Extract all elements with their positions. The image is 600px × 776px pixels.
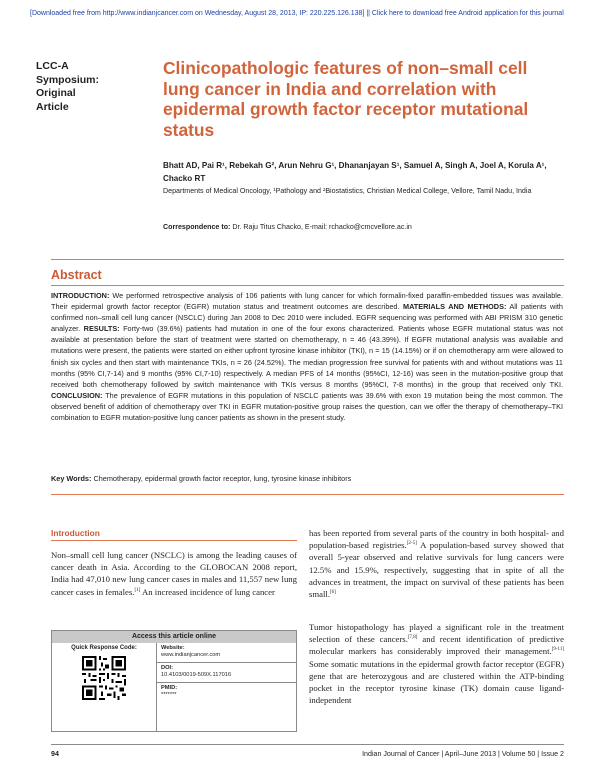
section-rule <box>51 494 564 495</box>
citation[interactable]: [7,8] <box>407 635 418 641</box>
doi-link[interactable]: 10.4103/0019-509X.117016 <box>161 672 232 678</box>
article-type-line: Symposium: <box>36 73 100 86</box>
abstract-conclusion-text: The prevalence of EGFR mutations in this population of NSCLC patients was 39.6% with exon 19 mutation being the most common. The observed benefit of addition of chemotherapy over TKI in EGFR mutation-positive group raises the question, can we offer the therapy of chemotherapy–TKI combination to EGFR mutation-positive lung cancer patients as shown in the present study. <box>51 390 563 423</box>
pmid-row <box>157 683 296 703</box>
doi-label: DOI: <box>161 665 174 671</box>
abstract-methods-text: All patients with confirmed non–small cell lung cancer (NSCLC) during Jan 2008 to Dec 2010 were included. EGFR sequencing was performed with ABI PRISM 310 genetic analyzer. <box>51 302 563 334</box>
intro-text: and recent identification of predictive molecular markers has considerably improved their management. <box>309 634 564 657</box>
abstract-heading: Abstract <box>51 268 102 282</box>
qr-cell <box>52 643 157 731</box>
citation[interactable]: [6] <box>330 590 336 596</box>
access-info <box>157 643 296 703</box>
abstract-methods-label: MATERIALS AND METHODS: <box>402 302 507 312</box>
intro-text: Some somatic mutations in the epidermal growth factor receptor (EGFR) gene that are heterozygous and are clustered within the ATP-binding pocket in the receptor tyrosine kinase (TK) domain cause ligand-independent <box>309 658 564 706</box>
abstract-intro-text: We performed retrospective analysis of 106 patients with lung cancer for which formalin-fixed paraffin-embedded tissues was available. Their epidermal growth factor receptor (EGFR) mutation status and treatment outcomes are described. <box>51 291 563 312</box>
access-box-heading: Access this article online <box>52 631 296 643</box>
pmid-value: ******* <box>161 692 177 698</box>
keywords-label: Key Words: <box>51 474 92 483</box>
website-label: Website: <box>161 645 185 651</box>
doi-row <box>157 663 296 683</box>
intro-paragraph-right-1 <box>309 527 564 600</box>
section-rule <box>51 259 564 260</box>
pmid-label: PMID: <box>161 685 178 691</box>
intro-paragraph-right-2 <box>309 621 564 706</box>
qr-code-icon[interactable] <box>82 656 126 700</box>
keywords-text: Chemotherapy, epidermal growth factor receptor, lung, tyrosine kinase inhibitors <box>91 474 352 483</box>
abstract-body <box>51 290 563 423</box>
heading-underline <box>51 540 297 541</box>
article-type-line: LCC-A <box>36 60 69 72</box>
keywords <box>51 473 563 484</box>
page-number: 94 <box>51 750 59 758</box>
download-banner[interactable]: [Downloaded free from http://www.indianjcancer.com on Wednesday, August 28, 2013, IP: 220.225.126.138] || Click here to download free Android application for this journal <box>30 10 564 17</box>
correspondence-text[interactable]: Dr. Raju Titus Chacko, E-mail: rchacko@cmcvellore.ac.in <box>230 223 412 231</box>
correspondence <box>163 222 563 232</box>
article-type-line: Article <box>36 100 69 113</box>
article-type-label <box>36 60 131 114</box>
article-type-line: Original <box>36 87 76 99</box>
abstract-intro-label: INTRODUCTION: <box>51 291 110 300</box>
intro-paragraph-left <box>51 549 297 598</box>
article-title: Clinicopathologic features of non–small cell lung cancer in India and correlation with epidermal growth factor receptor mutational status <box>163 58 529 140</box>
intro-text: Non–small cell lung cancer (NSCLC) is among the leading causes of cancer death in Asia. According to the GLOBOCAN 2008 report, India had 47,010 new lung cancer cases in males and 11,557 new lung cancer cases in females. <box>51 550 297 597</box>
introduction-heading: Introduction <box>51 528 100 538</box>
journal-footer: Indian Journal of Cancer | April–June 2013 | Volume 50 | Issue 2 <box>362 750 564 758</box>
abstract-results-text: Forty-two (39.6%) patients had mutation in one of the four exons characterized. Patients whose EGFR mutational status was not available at presentation before the start of treatment were started on chemotherapy, n = 46 (43.39%). If EGFR mutational analysis was available and mutations were present, the patients were started on either upfront tyrosine kinase inhibitor (TKI), n = 15 (14.15%) or if on chemotherapy arm were allowed to finish six cycles and then start with maintenance TKIs, n = 26 (24.52%). The median progression free survival for patients with and without mutations was 11 months (95% CI,7-14) and 9 months (95% CI,7-10) respectively. A median PFS of 14 months (95%CI, 12-16) was seen in the mutation-positive group that received both chemotherapy followed by switch maintenance with TKIs versus 8 months (95%CI, 7-8 months) in the group that received only TKI. <box>51 324 563 389</box>
intro-text: An increased incidence of lung cancer <box>140 586 275 597</box>
abstract-results-label: RESULTS: <box>83 324 120 334</box>
website-row <box>157 643 296 663</box>
intro-text: Tumor histopathology has played a significant role in the treatment selection of these cancers. <box>309 622 564 645</box>
access-article-box <box>51 630 297 732</box>
footer-rule <box>51 744 564 745</box>
citation[interactable]: [1] <box>134 587 141 593</box>
qr-label: Quick Response Code: <box>71 645 137 651</box>
affiliation: Departments of Medical Oncology, ¹Pathology and ²Biostatistics, Christian Medical College, Vellore, Tamil Nadu, India <box>163 187 532 195</box>
abstract-conclusion-label: CONCLUSION: <box>51 390 103 400</box>
intro-text: has been reported from several parts of the country in both hospital- and population-based registries. <box>309 528 564 551</box>
website-link[interactable]: www.indianjcancer.com <box>161 652 221 658</box>
author-list: Bhatt AD, Pai R¹, Rebekah G², Arun Nehru G¹, Dhananjayan S¹, Samuel A, Singh A, Joel A, Korula A¹, Chacko RT <box>163 161 547 183</box>
citation[interactable]: [9-11] <box>551 647 564 653</box>
section-rule <box>51 285 564 286</box>
intro-text: A population-based survey showed that overall 5-year observed and relative survivals for lung cancers were 12.5% and 15.9%, respectively, suggesting that in spite of all the advances in treatment, the impact on survival of these patients has been small. <box>309 540 564 600</box>
correspondence-label: Correspondence to: <box>163 223 231 231</box>
citation[interactable]: [2-5] <box>406 541 417 547</box>
